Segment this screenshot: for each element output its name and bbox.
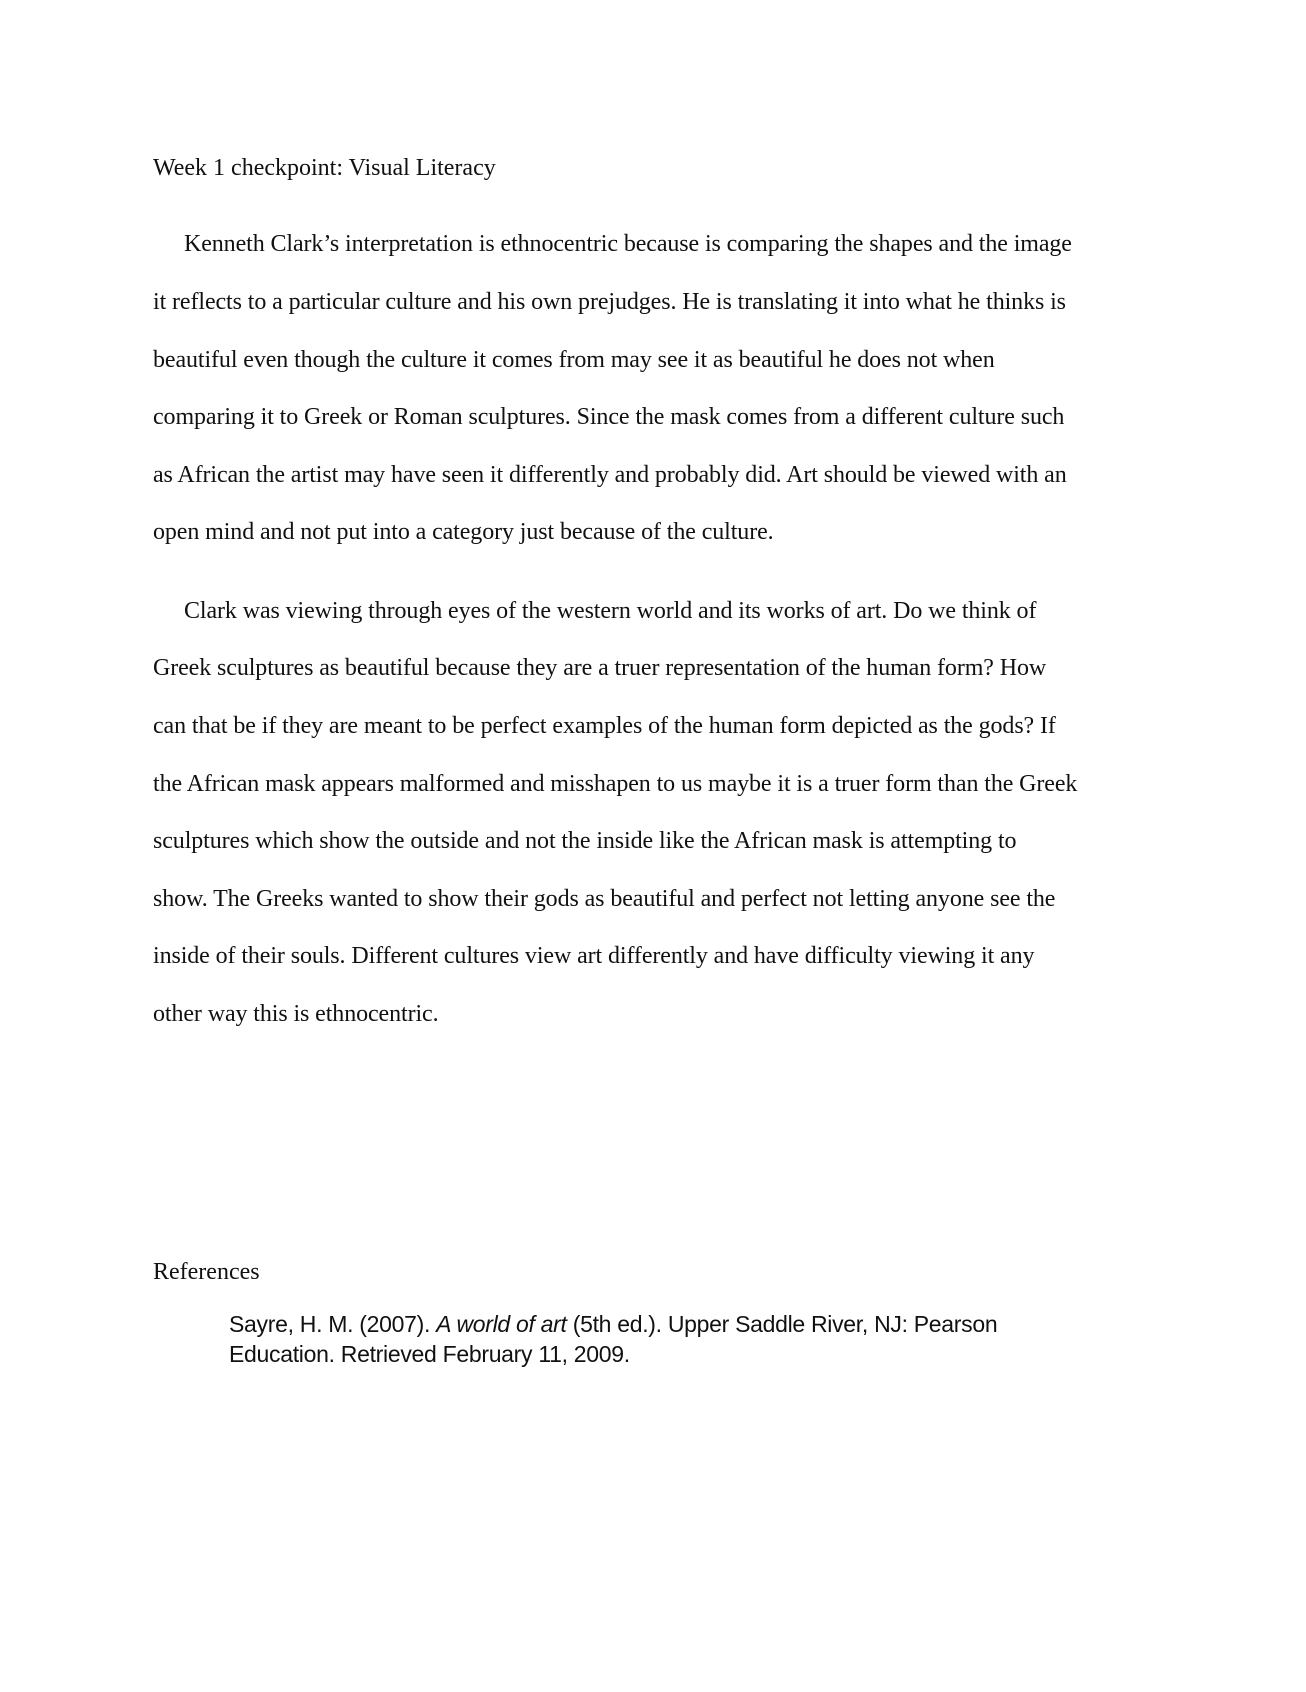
- reference-entry-line-1: [229, 1309, 997, 1339]
- reference-entry-line-2: Education. Retrieved February 11, 2009.: [229, 1341, 630, 1367]
- paragraph-1-line-4: comparing it to Greek or Roman sculptures. Since the mask comes from a different culture such: [153, 404, 1065, 430]
- paragraph-1-line-5: as African the artist may have seen it differently and probably did. Art should be viewed with an: [153, 462, 1067, 488]
- paragraph-2-line-7: inside of their souls. Different cultures view art differently and have difficulty viewing it any: [153, 943, 1035, 969]
- paragraph-1-line-1: Kenneth Clark’s interpretation is ethnocentric because is comparing the shapes and the image: [184, 231, 1072, 257]
- reference-edition-publisher: (5th ed.). Upper Saddle River, NJ: Pearson: [566, 1311, 998, 1337]
- paragraph-1-line-2: it reflects to a particular culture and his own prejudges. He is translating it into what he thinks is: [153, 289, 1066, 315]
- paragraph-2-line-2: Greek sculptures as beautiful because they are a truer representation of the human form? How: [153, 655, 1047, 681]
- reference-book-title: A world of art: [436, 1311, 567, 1337]
- paragraph-2-line-6: show. The Greeks wanted to show their gods as beautiful and perfect not letting anyone see the: [153, 886, 1056, 912]
- paragraph-2-line-4: the African mask appears malformed and misshapen to us maybe it is a truer form than the Greek: [153, 771, 1078, 797]
- reference-author-year: Sayre, H. M. (2007).: [229, 1311, 437, 1337]
- paragraph-1-line-3: beautiful even though the culture it comes from may see it as beautiful he does not when: [153, 347, 995, 373]
- paragraph-2-line-5: sculptures which show the outside and not the inside like the African mask is attempting to: [153, 828, 1017, 854]
- document-title: Week 1 checkpoint: Visual Literacy: [153, 155, 496, 181]
- references-heading: References: [153, 1259, 260, 1285]
- paragraph-2-line-3: can that be if they are meant to be perfect examples of the human form depicted as the gods? If: [153, 713, 1056, 739]
- paragraph-1-line-6: open mind and not put into a category just because of the culture.: [153, 519, 774, 545]
- paragraph-2-line-1: Clark was viewing through eyes of the western world and its works of art. Do we think of: [184, 598, 1037, 624]
- paragraph-2-line-8: other way this is ethnocentric.: [153, 1001, 439, 1027]
